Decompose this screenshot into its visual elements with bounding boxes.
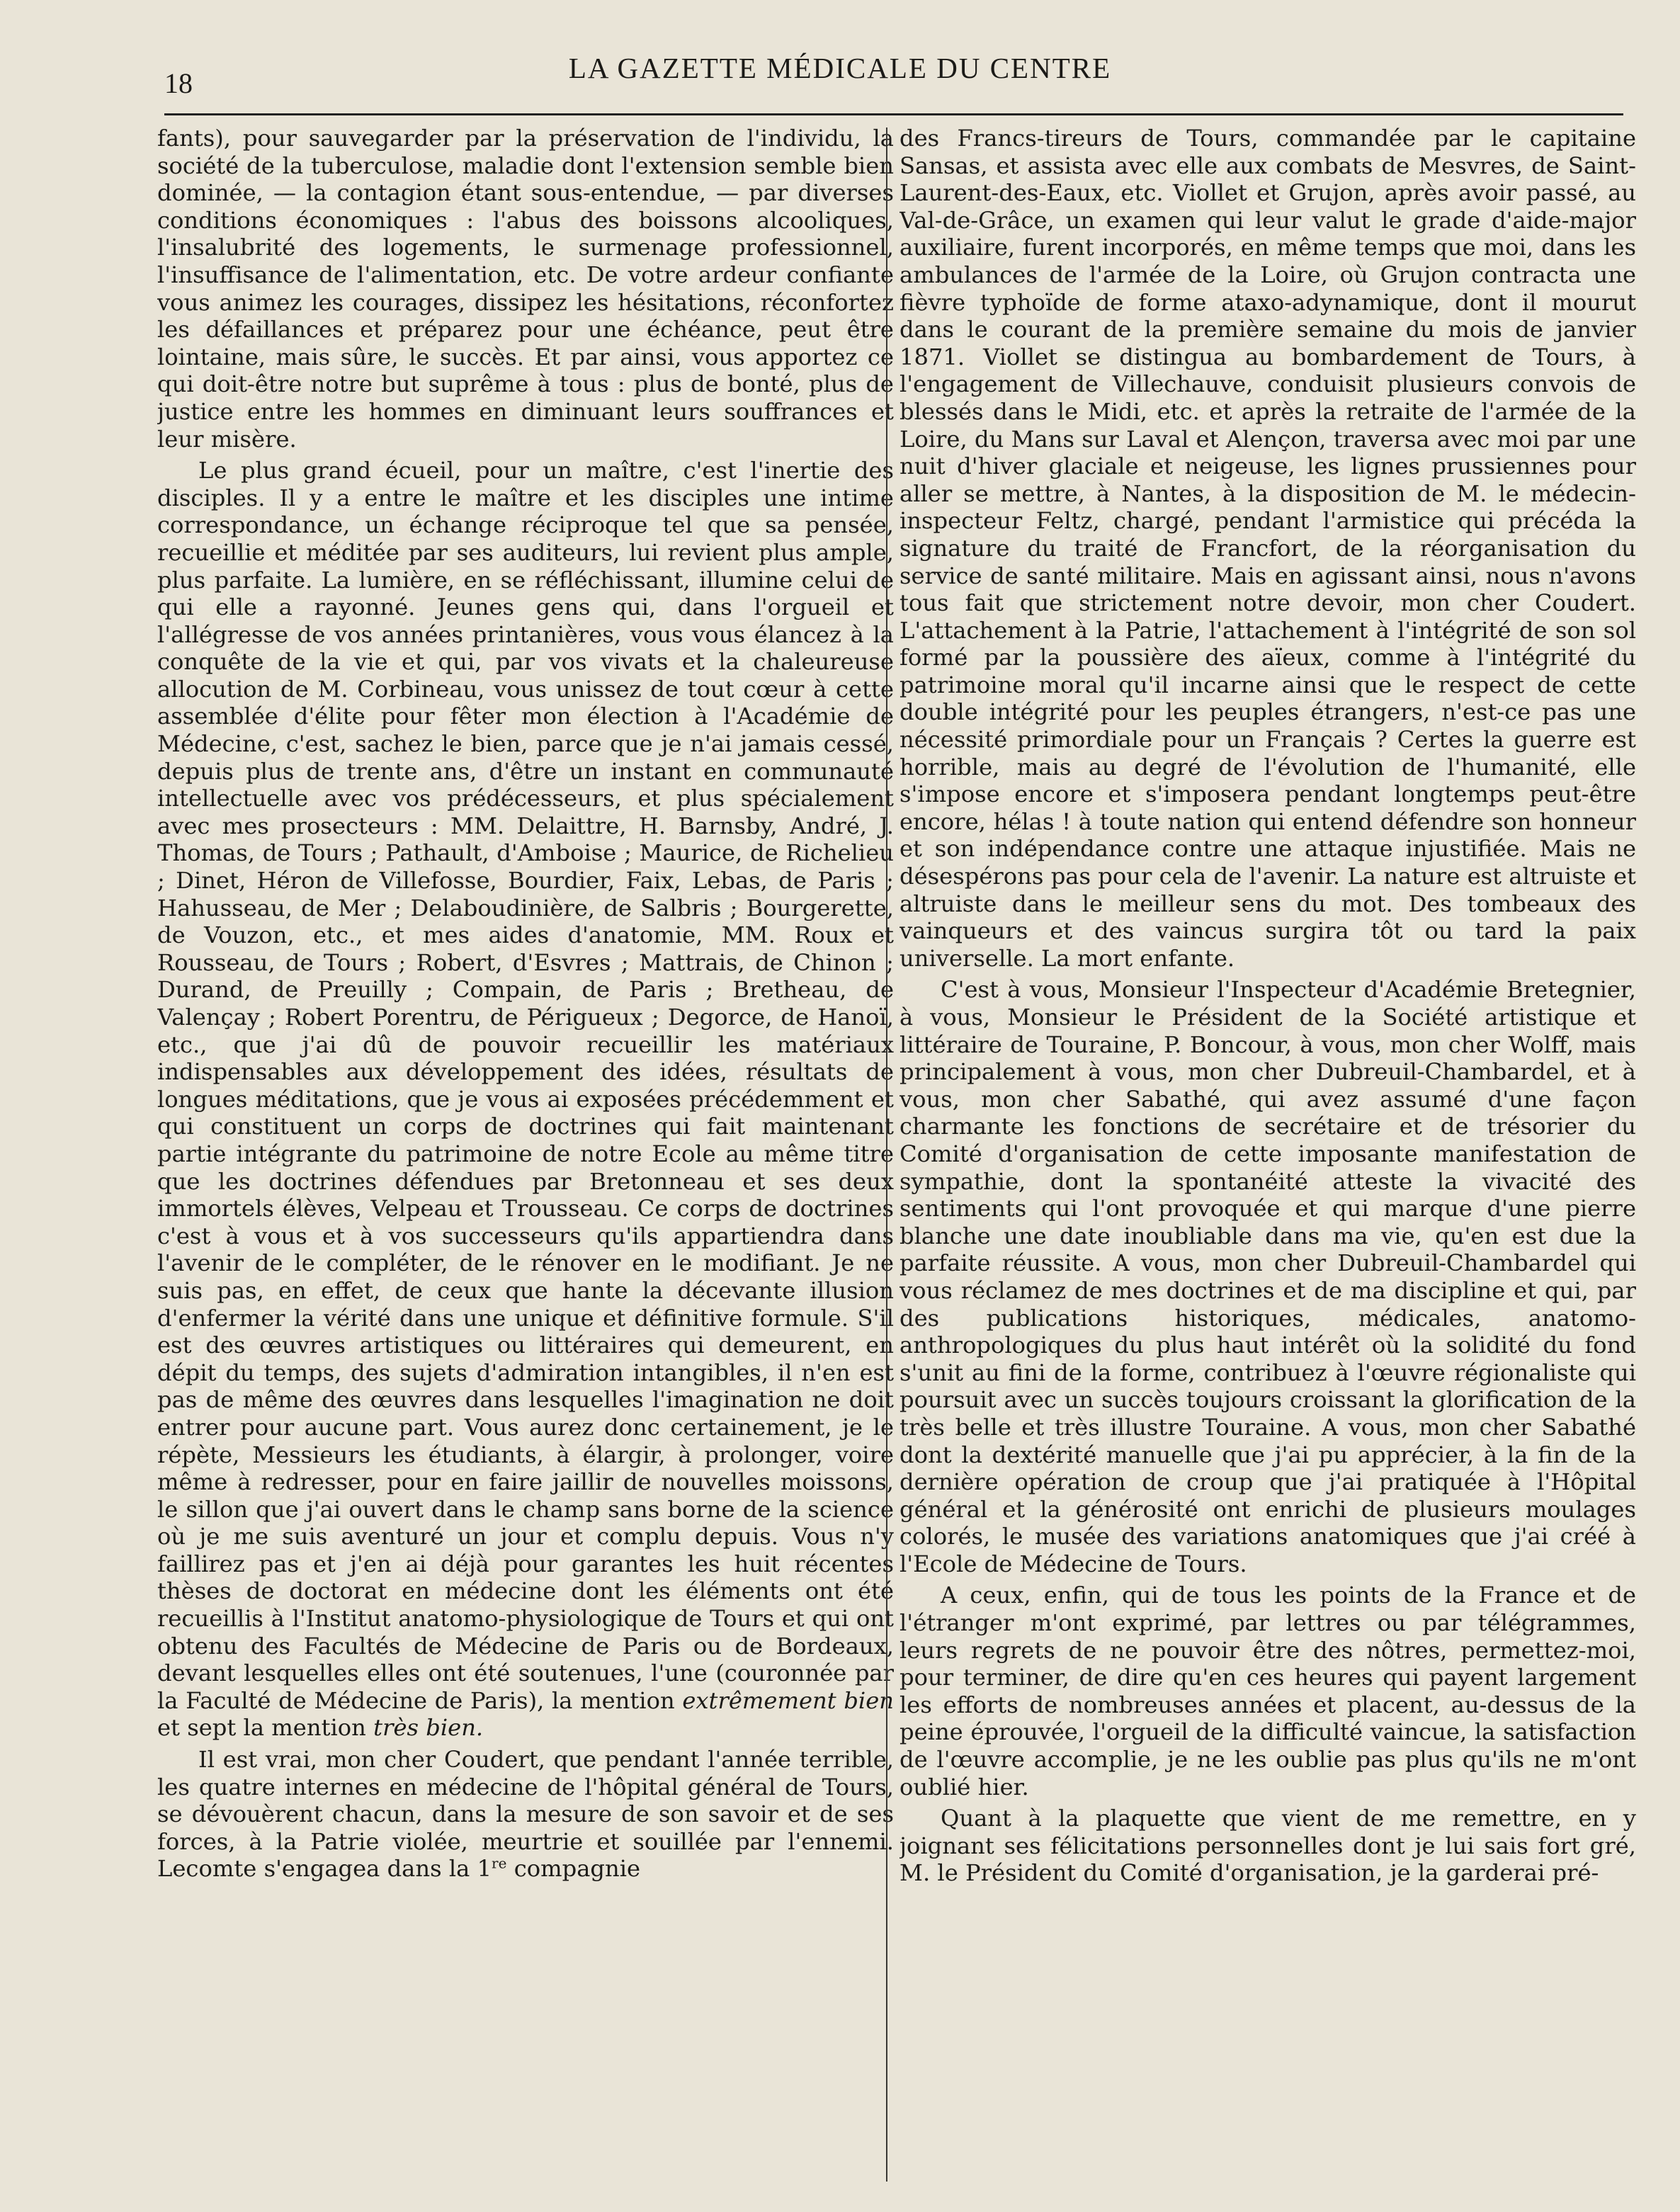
right-column bbox=[899, 125, 1636, 2186]
paragraph bbox=[157, 457, 894, 1742]
column-divider bbox=[886, 127, 887, 2182]
paragraph-text: et sept la mention bbox=[157, 1714, 366, 1742]
paragraph: C'est à vous, Monsieur l'Inspecteur d'Académie Bretegnier, à vous, Monsieur le Président de la Société artistique et littéraire de Touraine, P. Boncour, à vous, mon cher Wolff, mais principalement à vous, mon cher Dubreuil-Chambardel, et à vous, mon cher Sabathé, qui avez assumé d'une façon charmante les fonctions de secrétaire et de trésorier du Comité d'organisation de cette imposante manifestation de sympathie, dont la spontanéité atteste la vivacité des sentiments qui l'ont provoquée et qui marque d'une pierre blanche une date inoubliable dans ma vie, qu'en est due la parfaite réussite. A vous, mon cher Dubreuil-Chambardel qui vous réclamez de mes doctrines et de ma discipline et qui, par des publications historiques, médicales, anatomo-anthropologiques du plus haut intérêt où la solidité du fond s'unit au fini de la forme, contribuez à l'œuvre régionaliste qui poursuit avec un succès toujours croissant la glorification de la très belle et très illustre Touraine. A vous, mon cher Sabathé dont la dextérité manuelle que j'ai pu apprécier, à la fin de la dernière opération de croup que j'ai pratiquée à l'Hôpital général et la générosité ont enrichi de plusieurs moulages colorés, le musée des variations anatomiques que j'ai créé à l'Ecole de Médecine de Tours. bbox=[899, 976, 1636, 1577]
paragraph-text: Le plus grand écueil, pour un maître, c'est l'inertie des disciples. Il y a entre le maître et les disciples une intime correspondance, un échange réciproque tel que sa pensée, recueillie et méditée par ses auditeurs, lui revient plus ample, plus parfaite. La lumière, en se réfléchissant, illumine celui de qui elle a rayonné. Jeunes gens qui, dans l'orgueil et l'allégresse de vos années printanières, vous vous élancez à la conquête de la vie et qui, par vos vivats et la chaleureuse allocution de M. Corbineau, vous unissez de tout cœur à cette assemblée d'élite pour fêter mon élection à l'Académie de Médecine, c'est, sachez le bien, parce que je n'ai jamais cessé, depuis plus de trente ans, d'être un instant en communauté intellectuelle avec vos prédécesseurs, et plus spécialement avec mes prosecteurs : MM. Delaittre, H. Barnsby, André, J. Thomas, de Tours ; Pathault, d'Amboise ; Maurice, de Richelieu ; Dinet, Héron de Villefosse, Bourdier, Faix, Lebas, de Paris ; Hahusseau, de Mer ; Delaboudinière, de Salbris ; Bourgerette, de Vouzon, etc., et mes aides d'anatomie, MM. Roux et Rousseau, de Tours ; Robert, d'Esvres ; Mattrais, de Chinon ; Durand, de Preuilly ; Compain, de Paris ; Bretheau, de Valençay ; Robert Porentru, de Périgueux ; Degorce, de Hanoï, etc., que j'ai dû de pouvoir recueillir les matériaux indispensables aux développement des idées, résultats de longues méditations, que je vous ai exposées précédemment et qui constituent un corps de doctrines qui fait maintenant partie intégrante du patrimoine de notre Ecole au même titre que les doctrines défendues par Bretonneau et ses deux immortels élèves, Velpeau et Trousseau. Ce corps de doctrines c'est à vous et à vos successeurs qu'ils appartiendra dans l'avenir de le compléter, de le rénover en le modifiant. Je ne suis pas, en effet, de ceux que hante la décevante illusion d'enfermer la vérité dans une unique et définitive formule. S'il est des œuvres artistiques ou littéraires qui demeurent, en dépit du temps, des sujets d'admiration intangibles, il n'en est pas de même des œuvres dans lesquelles l'imagination ne doit entrer pour aucune part. Vous aurez donc certainement, je le répète, Messieurs les étudiants, à élargir, à prolonger, voire même à redresser, pour en faire jaillir de nouvelles moissons, le sillon que j'ai ouvert dans le champ sans borne de la science où je me suis aventuré un jour et complu depuis. Vous n'y faillirez pas et j'en ai déjà pour garantes les huit récentes thèses de doctorat en médecine dont les éléments ont été recueillis à l'Institut anatomo-physiologique de Tours et qui ont obtenu des Facultés de Médecine de Paris ou de Bordeaux, devant lesquelles elles ont été soutenues, l'une (couronnée par la Faculté de Médecine de Paris), la mention bbox=[157, 457, 894, 1714]
page-number: 18 bbox=[164, 67, 193, 99]
running-title: LA GAZETTE MÉDICALE DU CENTRE bbox=[568, 52, 1112, 84]
paragraph: A ceux, enfin, qui de tous les points de la France et de l'étranger m'ont exprimé, par lettres ou par télégrammes, leurs regrets de ne pouvoir être des nôtres, permettez-moi, pour terminer, de dire qu'en ces heures qui payent largement les efforts de nombreuses années et placent, au-dessus de la peine éprouvée, l'orgueil de la difficulté vaincue, la satisfaction de l'œuvre accomplie, je ne les oublie pas plus qu'ils ne m'ont oublié hier. bbox=[899, 1582, 1636, 1800]
left-column bbox=[157, 125, 894, 2186]
paragraph: des Francs-tireurs de Tours, commandée par le capitaine Sansas, et assista avec elle aux combats de Mesvres, de Saint-Laurent-des-Eaux, etc. Viollet et Grujon, après avoir passé, au Val-de-Grâce, un examen qui leur valut le grade d'aide-major auxiliaire, furent incorporés, en même temps que moi, dans les ambulances de l'armée de la Loire, où Grujon contracta une fièvre typhoïde de forme ataxo-adynamique, dont il mourut dans le courant de la première semaine du mois de janvier 1871. Viollet se distingua au bombardement de Tours, à l'engagement de Villechauve, conduisit plusieurs convois de blessés dans le Midi, etc. et après la retraite de l'armée de la Loire, du Mans sur Laval et Alençon, traversa avec moi par une nuit d'hiver glaciale et neigeuse, les lignes prussiennes pour aller se mettre, à Nantes, à la disposition de M. le médecin-inspecteur Feltz, chargé, pendant l'armistice qui précéda la signature du traité de Francfort, de la réorganisation du service de santé militaire. Mais en agissant ainsi, nous n'avons tous fait que strictement notre devoir, mon cher Coudert. L'attachement à la Patrie, l'attachement à l'intégrité de son sol formé par la poussière des aïeux, comme à l'intégrité du patrimoine moral qu'il incarne ainsi que le respect de cette double intégrité pour les peuples étrangers, n'est-ce pas une nécessité primordiale pour un Français ? Certes la guerre est horrible, mais au degré de l'évolution de l'humanité, elle s'impose encore et s'imposera pendant longtemps peut-être encore, hélas ! à toute nation qui entend défendre son honneur et son indépendance contre une attaque injustifiée. Mais ne désespérons pas pour cela de l'avenir. La nature est altruiste et altruiste dans le meilleur sens du mot. Des tombeaux des vainqueurs et des vaincus surgira tôt ou tard la paix universelle. La mort enfante. bbox=[899, 125, 1636, 972]
header-rule bbox=[164, 113, 1623, 115]
superscript: re bbox=[492, 1854, 507, 1872]
paragraph bbox=[157, 1746, 894, 1883]
paragraph-text: compagnie bbox=[513, 1855, 641, 1883]
emphasis-text: extrêmement bien bbox=[682, 1686, 894, 1714]
paragraph-text: Il est vrai, mon cher Coudert, que pendant l'année terrible, les quatre internes en médecine de l'hôpital général de Tours, se dévouèrent chacun, dans la mesure de son savoir et de ses forces, à la Patrie violée, meurtrie et souillée par l'ennemi. Lecomte s'engagea dans la 1 bbox=[157, 1746, 894, 1883]
paragraph: Quant à la plaquette que vient de me remettre, en y joignant ses félicitations personnelles dont je lui sais fort gré, M. le Président du Comité d'organisation, je la garderai pré- bbox=[899, 1805, 1636, 1887]
emphasis-text: très bien. bbox=[373, 1714, 484, 1742]
paragraph: fants), pour sauvegarder par la préservation de l'individu, la société de la tuberculose, maladie dont l'extension semble bien dominée, — la contagion étant sous-entendue, — par diverses conditions économiques : l'abus des boissons alcooliques, l'insalubrité des logements, le surmenage professionnel, l'insuffisance de l'alimentation, etc. De votre ardeur confiante vous animez les courages, dissipez les hésitations, réconfortez les défaillances et préparez pour une échéance, peut être lointaine, mais sûre, le succès. Et par ainsi, vous apportez ce qui doit-être notre but suprême à tous : plus de bonté, plus de justice entre les hommes en diminuant leurs souffrances et leur misère. bbox=[157, 125, 894, 453]
